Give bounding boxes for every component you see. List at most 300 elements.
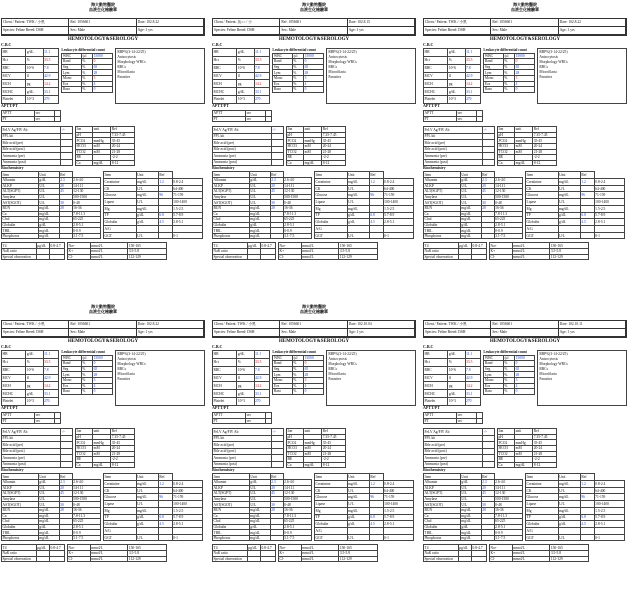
table-cell: mmol/L bbox=[90, 551, 128, 557]
table-cell: 4 bbox=[93, 383, 113, 389]
table-cell: Bile acid (pre) bbox=[2, 442, 61, 449]
table-cell: U/L bbox=[460, 183, 481, 189]
table-cell: Bile acid (post) bbox=[213, 146, 272, 153]
table-cell: 15000 bbox=[93, 53, 113, 59]
table-cell: 7.8-11.3 bbox=[72, 211, 100, 217]
table-cell: 20-24 bbox=[322, 445, 346, 451]
table-cell bbox=[54, 116, 60, 122]
table-cell: µg/dL bbox=[458, 243, 471, 249]
table-cell: U/L bbox=[460, 496, 481, 502]
table-cell: pg bbox=[448, 80, 465, 88]
table-row bbox=[526, 199, 625, 206]
table-cell: 65-225 bbox=[72, 217, 100, 223]
table-cell: Ref bbox=[158, 474, 172, 481]
table-cell: µg/dL bbox=[458, 545, 471, 551]
table-cell: Creatinine bbox=[315, 179, 348, 186]
table-cell: /µl bbox=[292, 53, 303, 59]
table-cell: Bile acid (pre) bbox=[213, 140, 272, 147]
table-row bbox=[424, 390, 481, 398]
table-cell: mM bbox=[304, 451, 322, 457]
table-cell bbox=[36, 556, 49, 562]
hospital-line: 血液生化檢驗單 bbox=[511, 7, 539, 12]
data-table bbox=[525, 473, 625, 541]
table-cell: 0 bbox=[515, 361, 535, 367]
table-cell: Unit bbox=[249, 172, 270, 178]
table-cell: 28 bbox=[515, 372, 535, 378]
table-cell: 10^6 bbox=[237, 64, 254, 72]
table-row bbox=[104, 534, 203, 541]
table-cell: mg/dL bbox=[93, 160, 111, 166]
table-cell: 65-225 bbox=[283, 217, 311, 223]
table-cell: 0-0.9 bbox=[72, 530, 100, 536]
table-cell: A/G bbox=[104, 225, 137, 232]
data-table bbox=[314, 171, 414, 239]
table-cell: Amylase bbox=[424, 194, 461, 200]
table-row bbox=[490, 254, 589, 260]
table-row bbox=[424, 556, 487, 562]
table-cell: HCO3 bbox=[287, 445, 304, 451]
table-cell: 42.9 bbox=[465, 72, 481, 80]
table-cell: Chol bbox=[2, 217, 39, 223]
header-field-ref: Ref: 1056601 bbox=[491, 19, 558, 27]
table-cell: Cl- bbox=[279, 254, 302, 260]
data-table bbox=[1, 126, 73, 166]
table-row bbox=[213, 64, 270, 72]
table-cell: 35-45 bbox=[533, 138, 557, 144]
table-cell: mmol/L bbox=[90, 556, 128, 562]
table-cell: % bbox=[81, 383, 92, 389]
header-field-date: Date: 102.8.22 bbox=[137, 321, 204, 329]
table-cell bbox=[158, 205, 172, 212]
table-cell bbox=[260, 254, 275, 260]
header-field-ref: Ref: 1056601 bbox=[69, 19, 136, 27]
table-row bbox=[315, 225, 414, 232]
table-cell bbox=[580, 225, 594, 232]
data-table bbox=[423, 544, 487, 562]
wbc-title: Leukocyte differential count bbox=[272, 350, 316, 354]
table-cell: 28 bbox=[93, 372, 113, 378]
table-cell: 500-1500 bbox=[494, 194, 522, 200]
table-cell: g/dL bbox=[448, 351, 465, 359]
table-cell: 2.3 bbox=[481, 479, 494, 485]
table-cell: PT bbox=[213, 116, 246, 122]
table-cell: 8-12 bbox=[111, 160, 135, 166]
data-table bbox=[1, 171, 101, 239]
table-row bbox=[526, 521, 625, 528]
table-cell bbox=[471, 556, 486, 562]
table-cell: TBIL bbox=[424, 228, 461, 234]
table-cell: 0-0.9 bbox=[283, 228, 311, 234]
table-cell: CK bbox=[526, 185, 559, 192]
table-row bbox=[104, 212, 203, 219]
table-row bbox=[2, 233, 101, 239]
table-cell: 20-24 bbox=[533, 143, 557, 149]
table-cell bbox=[369, 225, 383, 232]
table-cell: U/L bbox=[136, 487, 158, 494]
table-cell: Ref bbox=[533, 127, 557, 133]
table-cell: mg/dL bbox=[249, 513, 270, 519]
cbc-label: C.B.C bbox=[423, 344, 434, 349]
table-cell: U/L bbox=[38, 502, 59, 508]
table-cell: Ref bbox=[322, 429, 346, 435]
patient-header bbox=[1, 320, 205, 338]
table-row bbox=[213, 418, 272, 424]
note-line: Morphology WBCs bbox=[539, 60, 568, 64]
table-cell: 0 bbox=[93, 361, 113, 367]
table-cell: Ca bbox=[213, 513, 250, 519]
table-cell: 20 bbox=[59, 485, 72, 491]
table-cell bbox=[369, 501, 383, 508]
table-cell: % bbox=[292, 383, 303, 389]
table-cell: RBC bbox=[2, 366, 26, 374]
table-cell: 14-111 bbox=[494, 485, 522, 491]
header-field-sex: Sex: Male bbox=[69, 27, 136, 35]
table-cell: 28 bbox=[304, 70, 324, 76]
table-cell: GGT bbox=[104, 232, 137, 239]
table-cell: 14-111 bbox=[72, 485, 100, 491]
table-row bbox=[526, 494, 625, 501]
wbc-block bbox=[272, 48, 324, 104]
table-cell: PT bbox=[424, 116, 457, 122]
table-cell: Ref bbox=[580, 474, 594, 481]
table-cell: ALKP bbox=[213, 485, 250, 491]
table-cell bbox=[580, 507, 594, 514]
table-cell: U/L bbox=[249, 496, 270, 502]
data-table bbox=[1, 242, 65, 260]
data-table bbox=[489, 544, 589, 562]
table-cell: 2.8-5.1 bbox=[383, 219, 413, 226]
table-cell: g/dL bbox=[249, 524, 270, 530]
table-cell: 3.1-7.5 bbox=[283, 535, 311, 541]
table-row bbox=[213, 80, 270, 88]
table-cell: T4 bbox=[424, 545, 459, 551]
table-row bbox=[424, 374, 481, 382]
table-cell: FeLV Ag/FIV Ab bbox=[213, 429, 272, 436]
table-row bbox=[424, 56, 481, 64]
table-cell: 8-12 bbox=[322, 462, 346, 468]
table-cell: HCO3 bbox=[76, 445, 93, 451]
table-cell: 15000 bbox=[515, 53, 535, 59]
table-cell: g/dL bbox=[38, 524, 59, 530]
note-line: RBCs bbox=[539, 367, 548, 371]
table-cell bbox=[476, 116, 482, 122]
data-table bbox=[483, 53, 535, 93]
table-cell: 8-12 bbox=[111, 462, 135, 468]
table-cell: Ca bbox=[424, 513, 461, 519]
table-cell: -2-2 bbox=[111, 457, 135, 463]
table-cell: 20 bbox=[481, 183, 494, 189]
table-cell: U/L bbox=[136, 199, 158, 206]
table-cell: 4.5 bbox=[158, 521, 172, 528]
table-cell: TCO2 bbox=[287, 149, 304, 155]
table-cell: 12-130 bbox=[283, 491, 311, 497]
table-cell: mg/dL bbox=[304, 462, 322, 468]
table-cell: mg/dL bbox=[460, 530, 481, 536]
table-cell: Ref bbox=[322, 127, 346, 133]
table-cell: ALKP bbox=[2, 485, 39, 491]
table-cell: unit bbox=[304, 127, 322, 133]
table-row bbox=[315, 232, 414, 239]
cbc-label: C.B.C bbox=[1, 344, 12, 349]
table-cell: mg/dL bbox=[347, 494, 369, 501]
table-cell: 270 bbox=[254, 96, 270, 104]
table-cell: Ammonia (post) bbox=[2, 461, 61, 468]
table-cell: 10^3 bbox=[237, 398, 254, 406]
table-cell: Ca bbox=[76, 462, 93, 468]
table-row bbox=[2, 72, 59, 80]
table-cell: U/L bbox=[249, 491, 270, 497]
table-cell: NaK ratio bbox=[424, 249, 459, 255]
table-row bbox=[104, 507, 203, 514]
table-cell: 0-1 bbox=[172, 232, 202, 239]
table-cell: % bbox=[81, 75, 92, 81]
table-cell: 65 bbox=[304, 64, 324, 70]
table-cell: CK bbox=[315, 487, 348, 494]
table-cell: 14-111 bbox=[494, 183, 522, 189]
data-table bbox=[212, 544, 276, 562]
table-cell: Ion bbox=[76, 127, 93, 133]
table-cell: Item bbox=[104, 172, 137, 179]
table-cell: % bbox=[81, 64, 92, 70]
table-cell: 8-12 bbox=[533, 160, 557, 166]
table-cell: HCO3 bbox=[287, 143, 304, 149]
table-cell: Ref bbox=[481, 474, 494, 480]
table-row bbox=[273, 87, 324, 93]
table-cell: Cl- bbox=[490, 254, 513, 260]
table-cell: Na+ bbox=[490, 243, 513, 249]
table-cell: 112-129 bbox=[550, 556, 589, 562]
table-cell: Baso bbox=[62, 87, 82, 93]
table-cell: Band bbox=[62, 59, 82, 65]
table-cell: 14.2 bbox=[465, 382, 481, 390]
data-table bbox=[75, 428, 135, 468]
table-cell: Unit bbox=[347, 474, 369, 481]
biochemistry-label: Biochemistry bbox=[212, 467, 235, 473]
table-cell: Ammonia (pre) bbox=[213, 153, 272, 160]
table-cell: 112-129 bbox=[128, 556, 167, 562]
table-row bbox=[213, 535, 312, 541]
data-table bbox=[103, 473, 203, 541]
biochemistry-row bbox=[1, 171, 205, 239]
table-cell: 12-130 bbox=[72, 189, 100, 195]
table-cell: A/G bbox=[526, 527, 559, 534]
table-cell: -/- bbox=[61, 127, 73, 134]
table-cell: g/dL bbox=[347, 212, 369, 219]
table-cell: 96 bbox=[580, 494, 594, 501]
table-cell: 2.8-5.1 bbox=[594, 521, 624, 528]
table-cell: mg/dL bbox=[460, 535, 481, 541]
table-cell: Lipase bbox=[526, 199, 559, 206]
table-row bbox=[424, 49, 481, 57]
table-cell: Mg bbox=[315, 507, 348, 514]
table-row bbox=[104, 487, 203, 494]
table-cell bbox=[272, 159, 284, 166]
note-line: RBCs bbox=[539, 65, 548, 69]
table-cell: U/L bbox=[136, 501, 158, 508]
table-cell: Hct bbox=[424, 358, 448, 366]
table-cell: Item bbox=[526, 172, 559, 179]
data-table bbox=[423, 110, 483, 122]
table-cell bbox=[260, 556, 275, 562]
table-cell: TP bbox=[315, 212, 348, 219]
data-table bbox=[1, 350, 59, 406]
table-cell bbox=[383, 225, 413, 232]
table-cell: Eos bbox=[62, 81, 82, 87]
table-cell: 4 bbox=[515, 383, 535, 389]
table-cell: MCV bbox=[213, 72, 237, 80]
table-cell bbox=[580, 199, 594, 206]
table-cell: mg/dL bbox=[93, 462, 111, 468]
note-line: Anisocytosis bbox=[117, 357, 136, 361]
cbc-label: C.B.C bbox=[212, 42, 223, 47]
table-cell: A/G bbox=[526, 225, 559, 232]
table-cell: mg/dL bbox=[136, 192, 158, 199]
patient-header bbox=[212, 18, 416, 36]
table-cell bbox=[481, 233, 494, 239]
table-cell: U/L bbox=[347, 199, 369, 206]
table-cell: Glucose bbox=[315, 192, 348, 199]
table-cell: APTT bbox=[2, 111, 35, 117]
table-cell bbox=[558, 225, 580, 232]
table-cell: MCH bbox=[2, 382, 26, 390]
table-header-row bbox=[104, 172, 203, 179]
table-cell: BE bbox=[76, 155, 93, 161]
table-cell: 21-28 bbox=[111, 149, 135, 155]
table-cell: g/dL bbox=[26, 49, 43, 57]
table-cell: 14-111 bbox=[72, 183, 100, 189]
table-cell: mM bbox=[93, 451, 111, 457]
table-cell: Lipase bbox=[315, 501, 348, 508]
serology-row bbox=[1, 428, 205, 468]
hospital-line: 血液生化檢驗單 bbox=[300, 7, 328, 12]
table-cell: 21-28 bbox=[111, 451, 135, 457]
table-cell: ALKP bbox=[2, 183, 39, 189]
table-header-row bbox=[526, 474, 625, 481]
table-cell: g/dL bbox=[136, 212, 158, 219]
table-cell: 20-24 bbox=[111, 445, 135, 451]
table-cell bbox=[369, 487, 383, 494]
table-cell: mg/dL bbox=[136, 179, 158, 186]
table-cell: Item bbox=[213, 474, 250, 480]
biochemistry-label: Biochemistry bbox=[1, 467, 24, 473]
table-cell: Lipase bbox=[526, 501, 559, 508]
table-cell: BUN bbox=[424, 507, 461, 513]
table-cell: Ion bbox=[76, 429, 93, 435]
table-row bbox=[526, 501, 625, 508]
table-cell: APTT bbox=[213, 111, 246, 117]
table-cell: mM bbox=[93, 143, 111, 149]
table-cell bbox=[594, 527, 624, 534]
table-cell: 11.1 bbox=[465, 351, 481, 359]
table-cell: U/L bbox=[558, 534, 580, 541]
table-cell bbox=[158, 185, 172, 192]
table-cell: 270 bbox=[465, 398, 481, 406]
table-cell: 12-130 bbox=[494, 491, 522, 497]
table-cell: fl bbox=[26, 374, 43, 382]
table-cell: PCO2 bbox=[498, 138, 515, 144]
table-cell: 71-159 bbox=[594, 494, 624, 501]
table-cell: mmHg bbox=[93, 138, 111, 144]
data-table bbox=[489, 242, 589, 260]
table-cell: 4.5 bbox=[580, 219, 594, 226]
table-cell: 7.8-11.3 bbox=[494, 211, 522, 217]
table-cell: 64-400 bbox=[172, 185, 202, 192]
table-cell: HB bbox=[2, 49, 26, 57]
table-cell: Lym bbox=[484, 70, 504, 76]
table-cell: 4 bbox=[93, 81, 113, 87]
table-row bbox=[526, 534, 625, 541]
table-cell: 15000 bbox=[515, 355, 535, 361]
table-row bbox=[424, 418, 483, 424]
table-cell: 42.9 bbox=[43, 72, 59, 80]
table-cell: -/- bbox=[483, 429, 495, 436]
table-row bbox=[104, 205, 203, 212]
table-cell bbox=[580, 534, 594, 541]
table-cell: % bbox=[503, 377, 514, 383]
table-cell: 0 bbox=[304, 87, 324, 93]
data-table bbox=[212, 350, 270, 406]
report-title: HEMOTOLOGY&SEROLOGY bbox=[67, 37, 139, 42]
table-cell: fl bbox=[448, 374, 465, 382]
table-cell bbox=[61, 461, 73, 468]
table-cell: Ca bbox=[287, 462, 304, 468]
table-row bbox=[315, 185, 414, 192]
table-cell: 150-165 bbox=[339, 243, 378, 249]
table-cell: 12-130 bbox=[283, 189, 311, 195]
table-cell: Mg bbox=[526, 205, 559, 212]
table-cell: GGT bbox=[526, 534, 559, 541]
table-cell bbox=[347, 225, 369, 232]
table-cell: Chol bbox=[2, 519, 39, 525]
table-cell: U/L bbox=[136, 232, 158, 239]
table-cell: APTT bbox=[424, 111, 457, 117]
table-cell: T4 bbox=[2, 243, 37, 249]
table-cell: 21-28 bbox=[322, 451, 346, 457]
table-cell: AST(SGOT) bbox=[213, 200, 250, 206]
table-cell: g/dL bbox=[558, 514, 580, 521]
table-cell: % bbox=[292, 75, 303, 81]
table-row bbox=[104, 481, 203, 488]
table-cell bbox=[458, 556, 471, 562]
table-row bbox=[424, 64, 481, 72]
table-cell: 3.5-5.8 bbox=[339, 551, 378, 557]
table-cell: 4 bbox=[304, 81, 324, 87]
table-cell: Item bbox=[315, 172, 348, 179]
table-cell: 35-45 bbox=[111, 440, 135, 446]
table-cell: g/dL bbox=[558, 212, 580, 219]
table-row bbox=[424, 116, 483, 122]
aptt-label: APTT/PT bbox=[1, 103, 18, 108]
table-cell: fl bbox=[448, 72, 465, 80]
note-line: Microfilaria bbox=[328, 372, 346, 376]
table-cell: K+ bbox=[490, 249, 513, 255]
table-cell bbox=[172, 527, 202, 534]
header-field-date: Date: 102.10.04 bbox=[348, 321, 415, 329]
table-cell: 35-45 bbox=[322, 138, 346, 144]
table-cell: 4.5 bbox=[369, 521, 383, 528]
table-cell: 20 bbox=[481, 485, 494, 491]
table-cell: 64-400 bbox=[383, 185, 413, 192]
table-row bbox=[213, 374, 270, 382]
table-cell: K+ bbox=[68, 551, 91, 557]
table-cell: 11.1 bbox=[43, 351, 59, 359]
table-cell: -2-2 bbox=[322, 155, 346, 161]
table-cell: TCO2 bbox=[498, 149, 515, 155]
data-table bbox=[61, 355, 113, 395]
header-field-ref: Ref: 1056601 bbox=[69, 321, 136, 329]
table-cell: BE bbox=[287, 457, 304, 463]
table-cell: mM bbox=[515, 149, 533, 155]
